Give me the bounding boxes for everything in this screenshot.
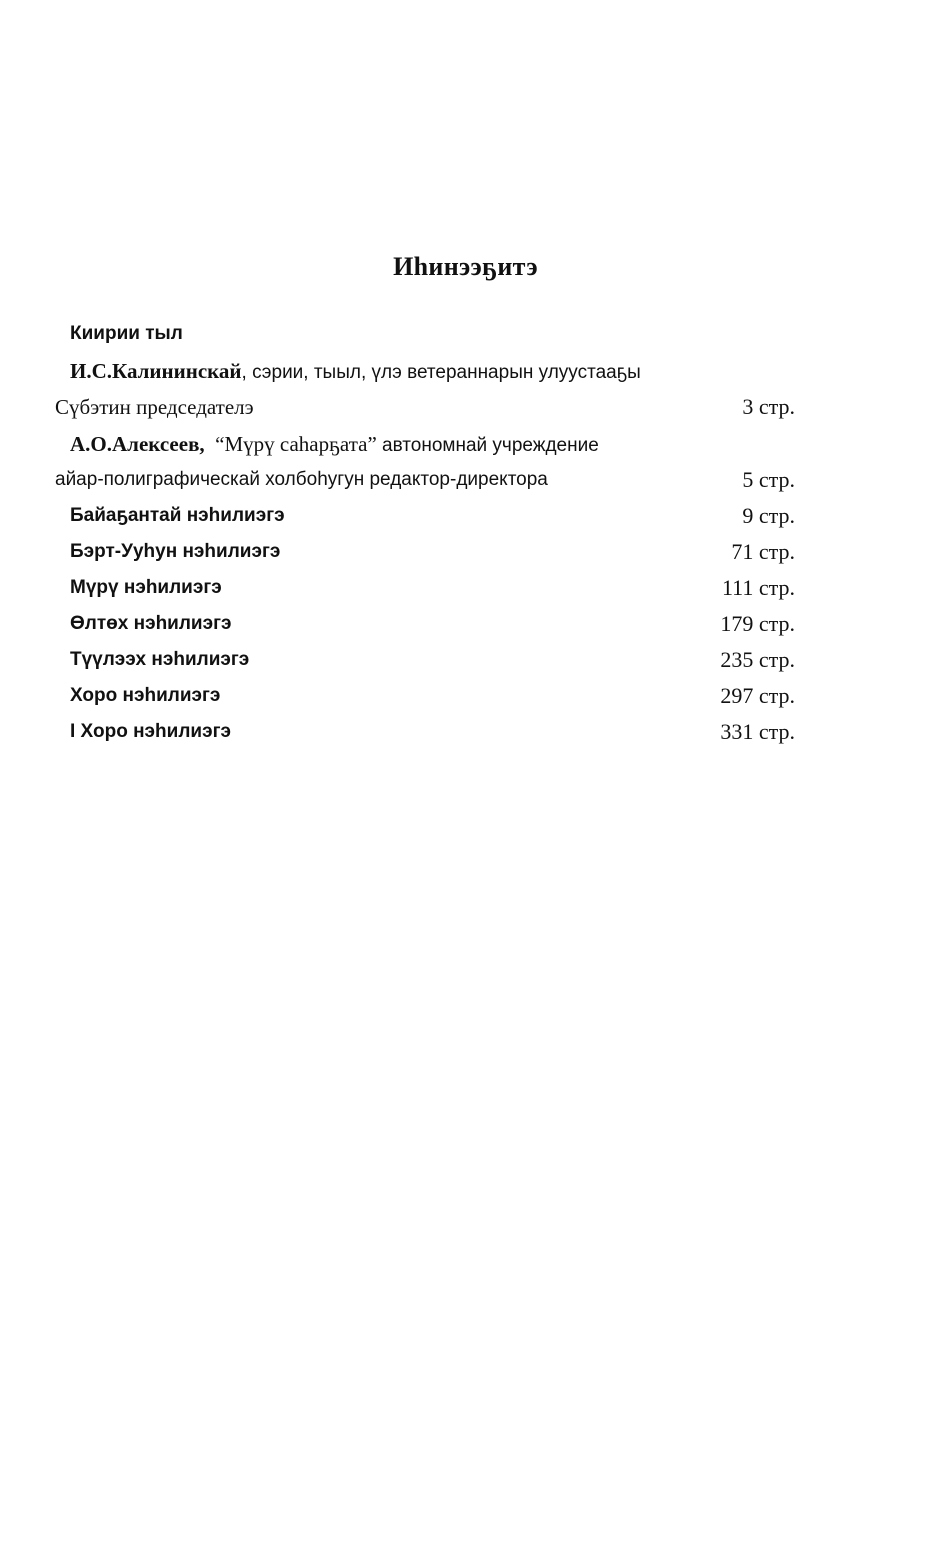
section-label: Бэрт-Ууһун нэһилиэгэ xyxy=(70,541,281,562)
entry-2-description-2: айар-полиграфическай холбоһугун редактор-директора xyxy=(55,469,548,490)
entry-1-author: И.С.Калининскай xyxy=(70,359,242,383)
preface-row xyxy=(0,319,931,349)
entry-2-description-1: автономнай учреждение xyxy=(382,435,599,456)
entry-1-row-2 xyxy=(0,392,931,422)
section-row xyxy=(0,681,931,711)
section-label: Мүрү нэһилиэгэ xyxy=(70,577,222,598)
section-page: 235 стр. xyxy=(720,647,795,672)
section-page: 331 стр. xyxy=(720,719,795,744)
section-row xyxy=(0,609,931,639)
section-page: 179 стр. xyxy=(720,611,795,636)
section-label: Өлтөх нэһилиэгэ xyxy=(70,613,232,634)
section-row xyxy=(0,717,931,747)
section-row xyxy=(0,537,931,567)
section-label: I Хоро нэһилиэгэ xyxy=(70,721,231,742)
entry-1-line-1 xyxy=(70,356,641,388)
section-page: 71 стр. xyxy=(731,539,795,564)
entry-2-row-2 xyxy=(0,465,931,495)
section-row xyxy=(0,501,931,531)
entry-1-row-1 xyxy=(0,356,931,386)
entry-2-author: А.О.Алексеев, xyxy=(70,432,205,456)
section-page: 297 стр. xyxy=(720,683,795,708)
entry-1-page: 3 стр. xyxy=(742,394,795,419)
section-label: Түүлээх нэһилиэгэ xyxy=(70,649,250,670)
entry-1-description-2: Сүбэтин председателэ xyxy=(55,395,254,419)
section-row xyxy=(0,573,931,603)
entry-2-quote: “Мүрү саһарҕата” xyxy=(215,432,377,456)
section-label: Байаҕантай нэһилиэгэ xyxy=(70,505,285,526)
section-label: Хоро нэһилиэгэ xyxy=(70,685,221,706)
section-page: 111 стр. xyxy=(721,575,795,600)
section-row xyxy=(0,645,931,675)
section-page: 9 стр. xyxy=(742,503,795,528)
entry-2-row-1 xyxy=(0,429,931,459)
preface-heading: Киирии тыл xyxy=(70,323,183,344)
entry-1-description-1: , сэрии, тыыл, үлэ ветераннарын улуустааҕы xyxy=(241,362,641,383)
toc-title: Иһинээҕитэ xyxy=(393,252,538,281)
entry-2-page: 5 стр. xyxy=(742,467,795,492)
entry-2-line-1 xyxy=(70,429,599,461)
